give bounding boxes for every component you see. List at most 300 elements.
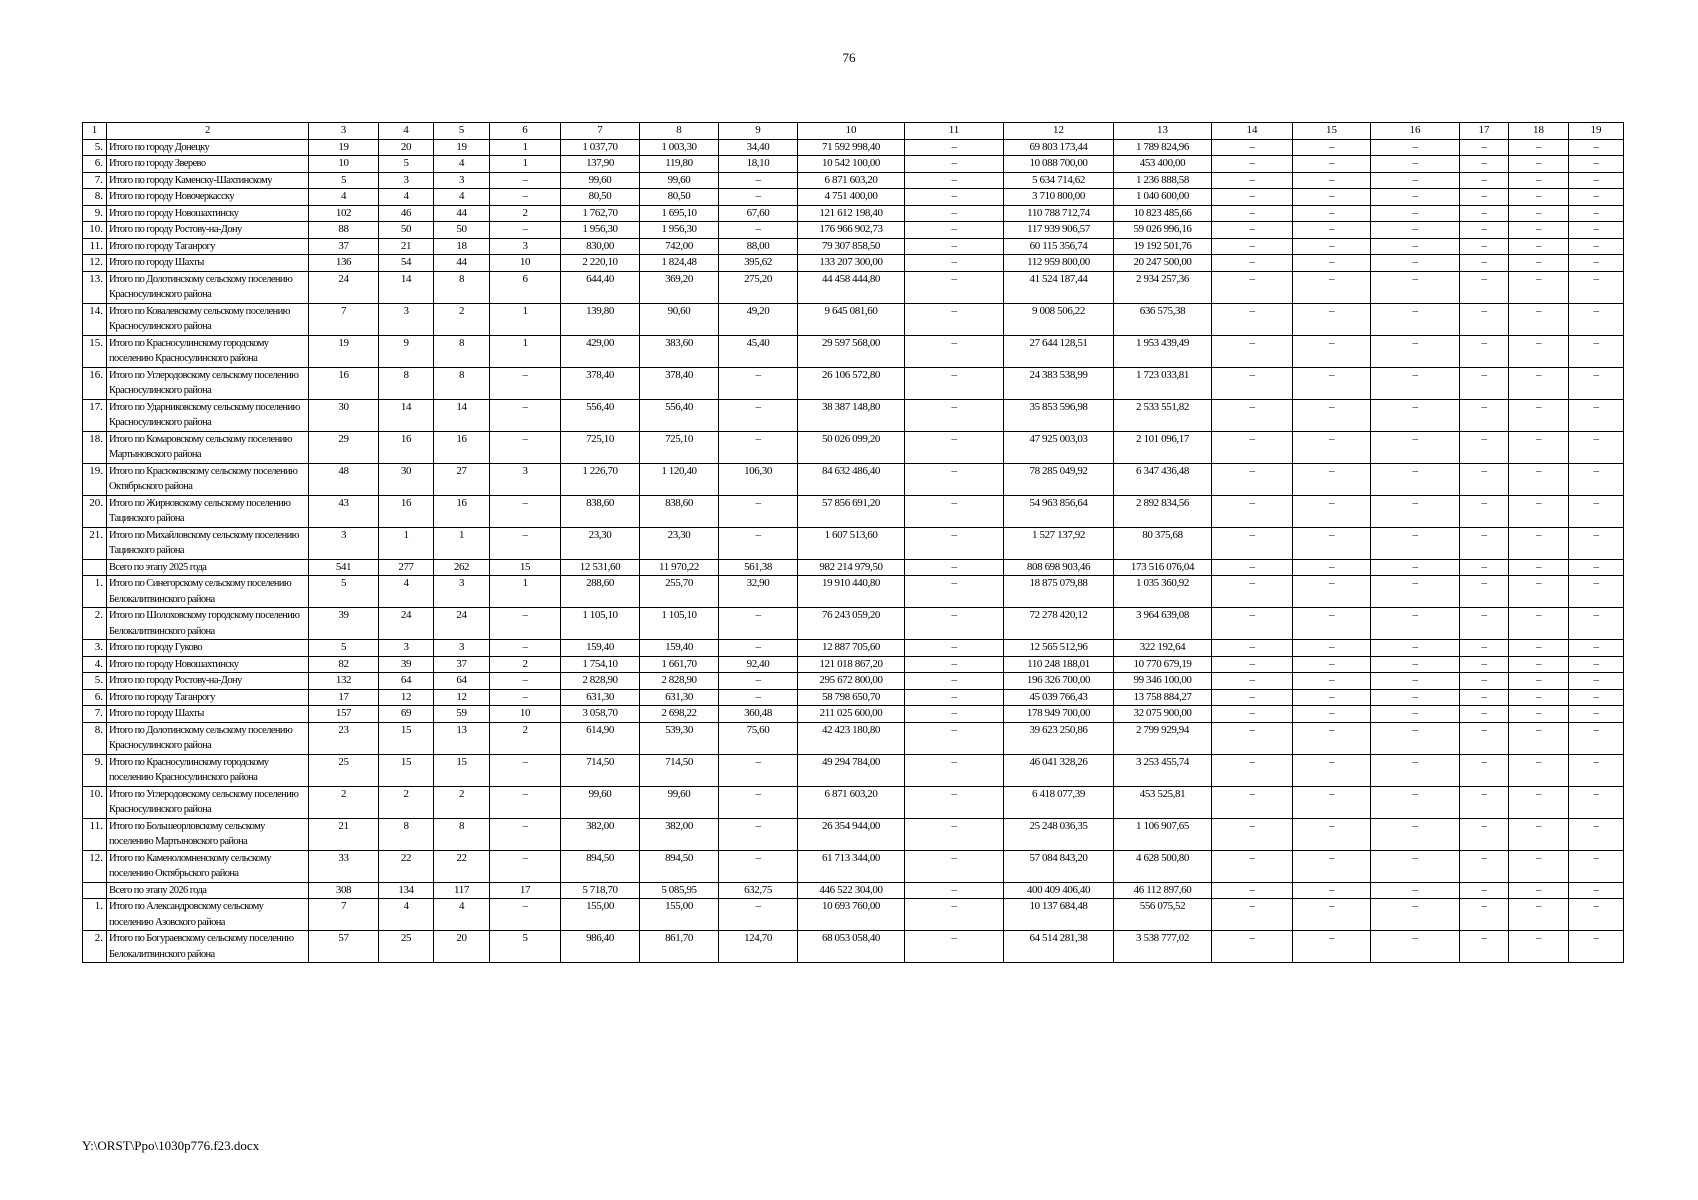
cell-col-16: – — [1371, 431, 1460, 463]
cell-col-11: – — [905, 882, 1004, 899]
cell-col-15: – — [1293, 673, 1371, 690]
row-number: 21. — [83, 527, 107, 559]
cell-col-7: 137,90 — [561, 156, 640, 173]
cell-col-18: – — [1509, 156, 1569, 173]
cell-col-3: 5 — [309, 576, 379, 608]
cell-col-9: – — [719, 367, 798, 399]
cell-col-4: 39 — [379, 656, 434, 673]
row-name: Итого по Красюковскому сельскому поселению Октябрьского района — [107, 463, 309, 495]
cell-col-17: – — [1460, 527, 1509, 559]
cell-col-18: – — [1509, 786, 1569, 818]
cell-col-6: – — [490, 754, 561, 786]
cell-col-10: 61 713 344,00 — [798, 850, 905, 882]
cell-col-13: 1 040 600,00 — [1114, 189, 1212, 206]
cell-col-7: 1 754,10 — [561, 656, 640, 673]
column-header-6: 6 — [490, 123, 561, 140]
cell-col-3: 10 — [309, 156, 379, 173]
cell-col-15: – — [1293, 205, 1371, 222]
cell-col-19: – — [1569, 576, 1624, 608]
cell-col-13: 1 723 033,81 — [1114, 367, 1212, 399]
cell-col-6: 2 — [490, 205, 561, 222]
cell-col-19: – — [1569, 399, 1624, 431]
cell-col-11: – — [905, 656, 1004, 673]
cell-col-8: 838,60 — [640, 495, 719, 527]
table-row — [83, 238, 1624, 255]
cell-col-15: – — [1293, 882, 1371, 899]
table-row — [83, 818, 1624, 850]
cell-col-19: – — [1569, 255, 1624, 272]
table-total-row — [83, 559, 1624, 576]
cell-col-5: 13 — [434, 722, 490, 754]
cell-col-3: 30 — [309, 399, 379, 431]
row-number: 15. — [83, 335, 107, 367]
cell-col-13: 10 770 679,19 — [1114, 656, 1212, 673]
cell-col-14: – — [1212, 139, 1293, 156]
cell-col-14: – — [1212, 205, 1293, 222]
cell-col-14: – — [1212, 431, 1293, 463]
cell-col-9: – — [719, 818, 798, 850]
cell-col-8: 1 695,10 — [640, 205, 719, 222]
cell-col-7: 614,90 — [561, 722, 640, 754]
table-row — [83, 786, 1624, 818]
cell-col-12: 47 925 003,03 — [1004, 431, 1114, 463]
row-number: 7. — [83, 172, 107, 189]
cell-col-19: – — [1569, 139, 1624, 156]
cell-col-15: – — [1293, 255, 1371, 272]
cell-col-10: 44 458 444,80 — [798, 271, 905, 303]
cell-col-11: – — [905, 255, 1004, 272]
cell-col-10: 4 751 400,00 — [798, 189, 905, 206]
cell-col-16: – — [1371, 189, 1460, 206]
table-row — [83, 706, 1624, 723]
cell-col-6: 1 — [490, 156, 561, 173]
cell-col-13: 1 789 824,96 — [1114, 139, 1212, 156]
cell-col-14: – — [1212, 722, 1293, 754]
cell-col-3: 2 — [309, 786, 379, 818]
row-name: Итого по городу Зверево — [107, 156, 309, 173]
cell-col-8: 80,50 — [640, 189, 719, 206]
cell-col-12: 112 959 800,00 — [1004, 255, 1114, 272]
cell-col-16: – — [1371, 156, 1460, 173]
cell-col-10: 121 612 198,40 — [798, 205, 905, 222]
cell-col-8: 383,60 — [640, 335, 719, 367]
cell-col-10: 6 871 603,20 — [798, 172, 905, 189]
column-header-13: 13 — [1114, 123, 1212, 140]
row-number: 8. — [83, 189, 107, 206]
cell-col-19: – — [1569, 189, 1624, 206]
cell-col-11: – — [905, 899, 1004, 931]
row-number: 10. — [83, 222, 107, 239]
cell-col-19: – — [1569, 271, 1624, 303]
cell-col-17: – — [1460, 559, 1509, 576]
cell-col-13: 3 253 455,74 — [1114, 754, 1212, 786]
cell-col-16: – — [1371, 303, 1460, 335]
cell-col-9: – — [719, 786, 798, 818]
cell-col-17: – — [1460, 850, 1509, 882]
cell-col-4: 12 — [379, 689, 434, 706]
table-row — [83, 431, 1624, 463]
cell-col-10: 57 856 691,20 — [798, 495, 905, 527]
cell-col-12: 25 248 036,35 — [1004, 818, 1114, 850]
cell-col-13: 322 192,64 — [1114, 640, 1212, 657]
cell-col-13: 173 516 076,04 — [1114, 559, 1212, 576]
cell-col-7: 1 037,70 — [561, 139, 640, 156]
cell-col-19: – — [1569, 640, 1624, 657]
cell-col-9: – — [719, 222, 798, 239]
cell-col-16: – — [1371, 850, 1460, 882]
cell-col-10: 76 243 059,20 — [798, 608, 905, 640]
cell-col-4: 50 — [379, 222, 434, 239]
row-name: Итого по Углеродовскому сельскому поселению Красносулинского района — [107, 786, 309, 818]
row-number: 16. — [83, 367, 107, 399]
cell-col-17: – — [1460, 673, 1509, 690]
table-row — [83, 303, 1624, 335]
cell-col-5: 64 — [434, 673, 490, 690]
cell-col-3: 37 — [309, 238, 379, 255]
cell-col-11: – — [905, 722, 1004, 754]
cell-col-4: 14 — [379, 271, 434, 303]
cell-col-16: – — [1371, 754, 1460, 786]
cell-col-8: 1 105,10 — [640, 608, 719, 640]
cell-col-7: 99,60 — [561, 172, 640, 189]
cell-col-6: – — [490, 172, 561, 189]
row-number: 2. — [83, 608, 107, 640]
cell-col-11: – — [905, 367, 1004, 399]
cell-col-14: – — [1212, 255, 1293, 272]
column-header-7: 7 — [561, 123, 640, 140]
cell-col-8: 861,70 — [640, 931, 719, 963]
cell-col-9: 92,40 — [719, 656, 798, 673]
row-number — [83, 559, 107, 576]
cell-col-12: 57 084 843,20 — [1004, 850, 1114, 882]
cell-col-14: – — [1212, 172, 1293, 189]
table-row — [83, 156, 1624, 173]
table-row — [83, 367, 1624, 399]
cell-col-13: 1 035 360,92 — [1114, 576, 1212, 608]
cell-col-14: – — [1212, 640, 1293, 657]
cell-col-5: 16 — [434, 431, 490, 463]
cell-col-15: – — [1293, 238, 1371, 255]
cell-col-8: 155,00 — [640, 899, 719, 931]
cell-col-13: 99 346 100,00 — [1114, 673, 1212, 690]
cell-col-7: 2 220,10 — [561, 255, 640, 272]
cell-col-11: – — [905, 189, 1004, 206]
column-header-1: 1 — [83, 123, 107, 140]
cell-col-13: 2 934 257,36 — [1114, 271, 1212, 303]
cell-col-6: – — [490, 608, 561, 640]
cell-col-18: – — [1509, 139, 1569, 156]
cell-col-5: 1 — [434, 527, 490, 559]
cell-col-14: – — [1212, 786, 1293, 818]
row-number: 12. — [83, 255, 107, 272]
cell-col-11: – — [905, 754, 1004, 786]
row-number: 6. — [83, 156, 107, 173]
cell-col-14: – — [1212, 222, 1293, 239]
column-header-14: 14 — [1212, 123, 1293, 140]
cell-col-12: 60 115 356,74 — [1004, 238, 1114, 255]
cell-col-16: – — [1371, 786, 1460, 818]
cell-col-9: 106,30 — [719, 463, 798, 495]
cell-col-10: 176 966 902,73 — [798, 222, 905, 239]
cell-col-18: – — [1509, 271, 1569, 303]
cell-col-15: – — [1293, 722, 1371, 754]
row-number: 10. — [83, 786, 107, 818]
cell-col-16: – — [1371, 722, 1460, 754]
cell-col-14: – — [1212, 189, 1293, 206]
cell-col-12: 10 088 700,00 — [1004, 156, 1114, 173]
cell-col-18: – — [1509, 576, 1569, 608]
cell-col-9: 34,40 — [719, 139, 798, 156]
cell-col-8: 159,40 — [640, 640, 719, 657]
cell-col-16: – — [1371, 608, 1460, 640]
cell-col-6: – — [490, 495, 561, 527]
row-number: 8. — [83, 722, 107, 754]
cell-col-12: 808 698 903,46 — [1004, 559, 1114, 576]
cell-col-15: – — [1293, 527, 1371, 559]
row-number: 1. — [83, 899, 107, 931]
cell-col-5: 12 — [434, 689, 490, 706]
cell-col-11: – — [905, 172, 1004, 189]
cell-col-6: – — [490, 431, 561, 463]
cell-col-9: – — [719, 172, 798, 189]
cell-col-3: 19 — [309, 335, 379, 367]
cell-col-3: 21 — [309, 818, 379, 850]
cell-col-12: 10 137 684,48 — [1004, 899, 1114, 931]
column-header-2: 2 — [107, 123, 309, 140]
cell-col-18: – — [1509, 818, 1569, 850]
cell-col-4: 20 — [379, 139, 434, 156]
cell-col-10: 982 214 979,50 — [798, 559, 905, 576]
cell-col-8: 1 120,40 — [640, 463, 719, 495]
row-name: Всего по этапу 2025 года — [107, 559, 309, 576]
cell-col-9: – — [719, 527, 798, 559]
table-row — [83, 172, 1624, 189]
cell-col-19: – — [1569, 818, 1624, 850]
cell-col-4: 30 — [379, 463, 434, 495]
cell-col-7: 830,00 — [561, 238, 640, 255]
cell-col-10: 49 294 784,00 — [798, 754, 905, 786]
cell-col-7: 5 718,70 — [561, 882, 640, 899]
cell-col-19: – — [1569, 882, 1624, 899]
cell-col-10: 6 871 603,20 — [798, 786, 905, 818]
cell-col-14: – — [1212, 303, 1293, 335]
cell-col-18: – — [1509, 399, 1569, 431]
row-name: Итого по Синегорскому сельскому поселению Белокалитвинского района — [107, 576, 309, 608]
row-name: Итого по Михайловскому сельскому поселению Тацинского района — [107, 527, 309, 559]
cell-col-16: – — [1371, 706, 1460, 723]
cell-col-7: 1 105,10 — [561, 608, 640, 640]
cell-col-8: 742,00 — [640, 238, 719, 255]
cell-col-5: 50 — [434, 222, 490, 239]
cell-col-17: – — [1460, 576, 1509, 608]
cell-col-16: – — [1371, 222, 1460, 239]
cell-col-11: – — [905, 399, 1004, 431]
cell-col-3: 57 — [309, 931, 379, 963]
cell-col-15: – — [1293, 706, 1371, 723]
cell-col-10: 211 025 600,00 — [798, 706, 905, 723]
row-name: Итого по Жирновскому сельскому поселению Тацинского района — [107, 495, 309, 527]
cell-col-4: 277 — [379, 559, 434, 576]
cell-col-13: 80 375,68 — [1114, 527, 1212, 559]
row-name: Итого по городу Каменску-Шахтинскому — [107, 172, 309, 189]
cell-col-17: – — [1460, 463, 1509, 495]
table-row — [83, 656, 1624, 673]
cell-col-3: 33 — [309, 850, 379, 882]
table-row — [83, 640, 1624, 657]
cell-col-13: 1 236 888,58 — [1114, 172, 1212, 189]
cell-col-14: – — [1212, 559, 1293, 576]
cell-col-6: 3 — [490, 463, 561, 495]
row-name: Итого по Ковалевскому сельскому поселению Красносулинского района — [107, 303, 309, 335]
cell-col-11: – — [905, 303, 1004, 335]
cell-col-9: 275,20 — [719, 271, 798, 303]
cell-col-3: 132 — [309, 673, 379, 690]
cell-col-19: – — [1569, 656, 1624, 673]
row-name: Итого по городу Гуково — [107, 640, 309, 657]
cell-col-14: – — [1212, 367, 1293, 399]
cell-col-18: – — [1509, 205, 1569, 222]
cell-col-7: 714,50 — [561, 754, 640, 786]
cell-col-9: – — [719, 754, 798, 786]
cell-col-6: 5 — [490, 931, 561, 963]
row-number: 18. — [83, 431, 107, 463]
cell-col-4: 2 — [379, 786, 434, 818]
cell-col-4: 16 — [379, 431, 434, 463]
cell-col-16: – — [1371, 139, 1460, 156]
cell-col-16: – — [1371, 527, 1460, 559]
cell-col-18: – — [1509, 931, 1569, 963]
cell-col-15: – — [1293, 222, 1371, 239]
cell-col-19: – — [1569, 786, 1624, 818]
cell-col-19: – — [1569, 608, 1624, 640]
cell-col-14: – — [1212, 335, 1293, 367]
cell-col-3: 19 — [309, 139, 379, 156]
cell-col-5: 15 — [434, 754, 490, 786]
table-row — [83, 527, 1624, 559]
cell-col-3: 136 — [309, 255, 379, 272]
cell-col-14: – — [1212, 754, 1293, 786]
cell-col-17: – — [1460, 205, 1509, 222]
cell-col-3: 17 — [309, 689, 379, 706]
cell-col-12: 6 418 077,39 — [1004, 786, 1114, 818]
cell-col-15: – — [1293, 271, 1371, 303]
column-header-8: 8 — [640, 123, 719, 140]
cell-col-7: 986,40 — [561, 931, 640, 963]
cell-col-3: 39 — [309, 608, 379, 640]
table-row — [83, 576, 1624, 608]
cell-col-3: 25 — [309, 754, 379, 786]
cell-col-9: – — [719, 495, 798, 527]
cell-col-9: 632,75 — [719, 882, 798, 899]
cell-col-3: 24 — [309, 271, 379, 303]
cell-col-4: 4 — [379, 899, 434, 931]
cell-col-8: 894,50 — [640, 850, 719, 882]
cell-col-19: – — [1569, 931, 1624, 963]
cell-col-11: – — [905, 156, 1004, 173]
cell-col-18: – — [1509, 608, 1569, 640]
row-number: 11. — [83, 818, 107, 850]
cell-col-4: 3 — [379, 172, 434, 189]
cell-col-4: 69 — [379, 706, 434, 723]
cell-col-5: 19 — [434, 139, 490, 156]
column-header-10: 10 — [798, 123, 905, 140]
cell-col-7: 12 531,60 — [561, 559, 640, 576]
cell-col-3: 102 — [309, 205, 379, 222]
cell-col-19: – — [1569, 205, 1624, 222]
cell-col-17: – — [1460, 882, 1509, 899]
cell-col-10: 10 542 100,00 — [798, 156, 905, 173]
cell-col-4: 4 — [379, 576, 434, 608]
cell-col-8: 2 698,22 — [640, 706, 719, 723]
table-header-row — [83, 123, 1624, 140]
cell-col-15: – — [1293, 431, 1371, 463]
cell-col-6: 10 — [490, 255, 561, 272]
row-name: Итого по городу Новошахтинску — [107, 656, 309, 673]
data-table — [82, 122, 1624, 963]
cell-col-16: – — [1371, 576, 1460, 608]
cell-col-7: 2 828,90 — [561, 673, 640, 690]
cell-col-15: – — [1293, 850, 1371, 882]
cell-col-9: 32,90 — [719, 576, 798, 608]
cell-col-5: 44 — [434, 255, 490, 272]
cell-col-15: – — [1293, 139, 1371, 156]
row-name: Итого по Комаровскому сельскому поселению Мартыновского района — [107, 431, 309, 463]
table-row — [83, 399, 1624, 431]
column-header-15: 15 — [1293, 123, 1371, 140]
cell-col-6: 1 — [490, 335, 561, 367]
cell-col-6: – — [490, 786, 561, 818]
cell-col-6: – — [490, 367, 561, 399]
cell-col-13: 4 628 500,80 — [1114, 850, 1212, 882]
cell-col-9: – — [719, 899, 798, 931]
cell-col-16: – — [1371, 882, 1460, 899]
cell-col-11: – — [905, 238, 1004, 255]
cell-col-11: – — [905, 608, 1004, 640]
cell-col-15: – — [1293, 786, 1371, 818]
cell-col-10: 68 053 058,40 — [798, 931, 905, 963]
cell-col-7: 139,80 — [561, 303, 640, 335]
table-row — [83, 899, 1624, 931]
table-row — [83, 335, 1624, 367]
cell-col-15: – — [1293, 303, 1371, 335]
table-row — [83, 850, 1624, 882]
cell-col-7: 382,00 — [561, 818, 640, 850]
table-row — [83, 463, 1624, 495]
cell-col-7: 3 058,70 — [561, 706, 640, 723]
cell-col-4: 8 — [379, 818, 434, 850]
cell-col-9: – — [719, 689, 798, 706]
cell-col-15: – — [1293, 367, 1371, 399]
cell-col-9: 18,10 — [719, 156, 798, 173]
cell-col-11: – — [905, 559, 1004, 576]
cell-col-19: – — [1569, 899, 1624, 931]
column-header-17: 17 — [1460, 123, 1509, 140]
cell-col-12: 78 285 049,92 — [1004, 463, 1114, 495]
cell-col-4: 64 — [379, 673, 434, 690]
cell-col-12: 35 853 596,98 — [1004, 399, 1114, 431]
cell-col-14: – — [1212, 527, 1293, 559]
row-number — [83, 882, 107, 899]
cell-col-16: – — [1371, 673, 1460, 690]
cell-col-17: – — [1460, 271, 1509, 303]
cell-col-18: – — [1509, 559, 1569, 576]
row-number: 7. — [83, 706, 107, 723]
cell-col-15: – — [1293, 335, 1371, 367]
cell-col-18: – — [1509, 706, 1569, 723]
row-name: Итого по городу Таганрогу — [107, 238, 309, 255]
cell-col-6: 1 — [490, 303, 561, 335]
cell-col-11: – — [905, 640, 1004, 657]
